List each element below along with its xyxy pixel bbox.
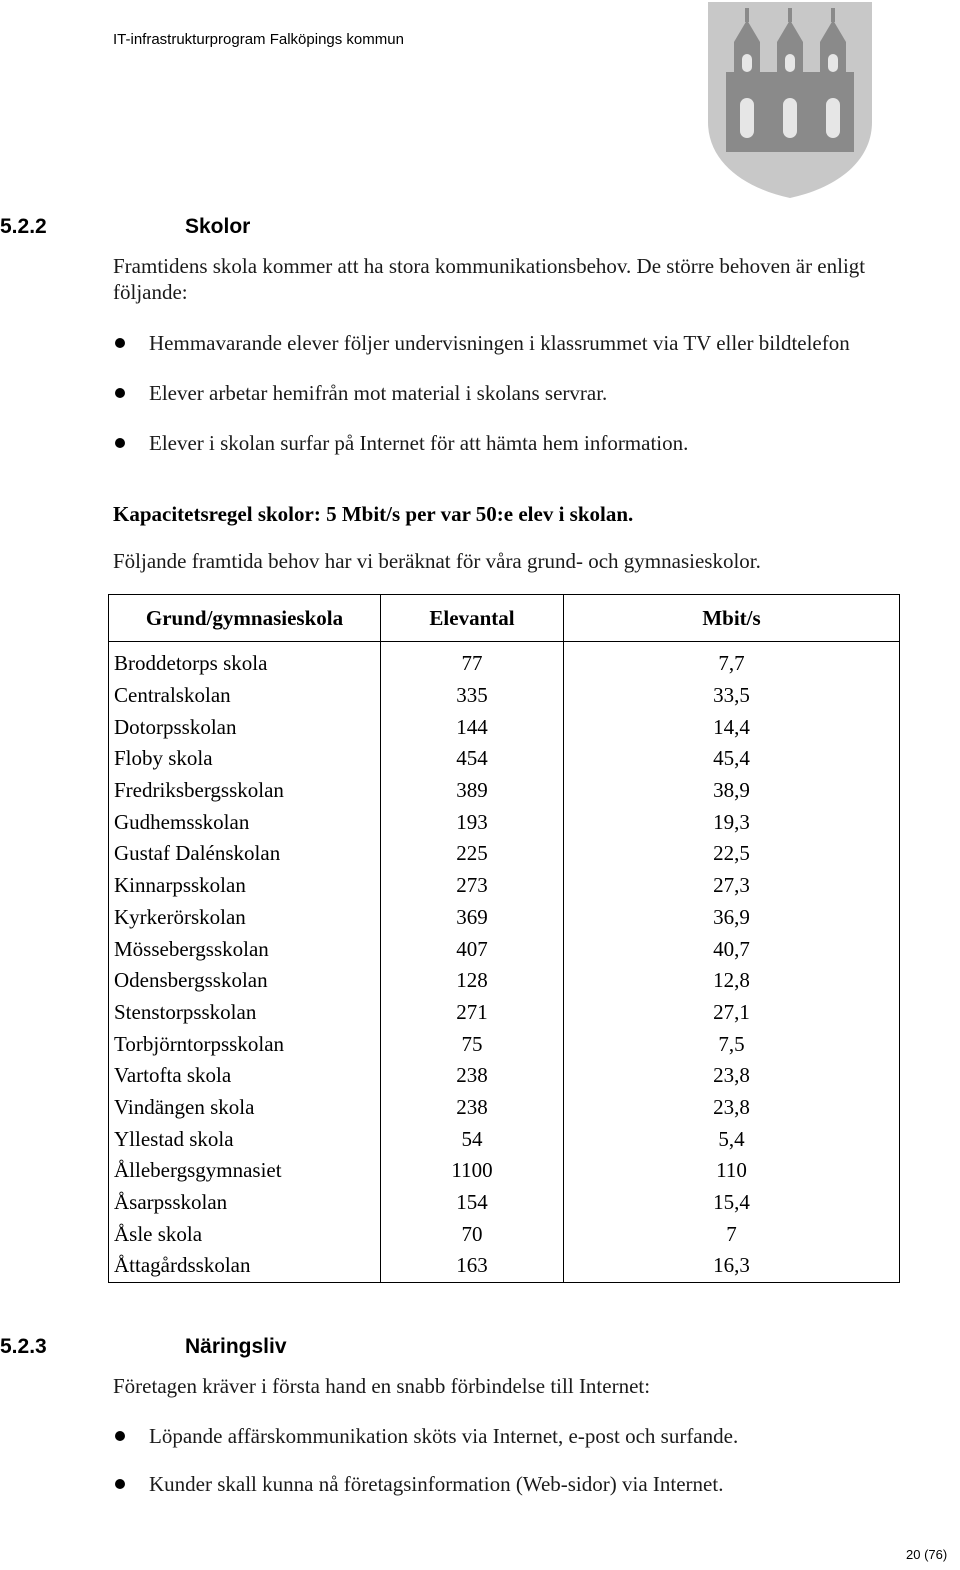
cell-students: 369	[381, 902, 564, 934]
cell-school: Vartofta skola	[109, 1060, 381, 1092]
cell-mbit: 33,5	[564, 680, 900, 712]
section-title: Näringsliv	[185, 1335, 287, 1358]
cell-school: Åsarpsskolan	[109, 1187, 381, 1219]
cell-mbit: 19,3	[564, 806, 900, 838]
cell-school: Åsle skola	[109, 1218, 381, 1250]
cell-students: 128	[381, 965, 564, 997]
table-row	[109, 1123, 900, 1155]
table-row	[109, 711, 900, 743]
cell-school: Gustaf Dalénskolan	[109, 838, 381, 870]
cell-students: 193	[381, 806, 564, 838]
table-row	[109, 1187, 900, 1219]
column-header-mbit: Mbit/s	[564, 595, 900, 642]
table-row	[109, 965, 900, 997]
page-number: 20 (76)	[906, 1547, 948, 1562]
coat-of-arms-icon	[706, 2, 874, 198]
cell-students: 389	[381, 775, 564, 807]
bullet-icon	[115, 1431, 125, 1441]
cell-mbit: 36,9	[564, 902, 900, 934]
capacity-rule: Kapacitetsregel skolor: 5 Mbit/s per var 50:e elev i skolan.	[113, 502, 634, 526]
cell-mbit: 45,4	[564, 743, 900, 775]
cell-students: 238	[381, 1060, 564, 1092]
cell-school: Vindängen skola	[109, 1092, 381, 1124]
skolor-needs-list	[113, 330, 893, 456]
table-row	[109, 1092, 900, 1124]
bullet-icon	[115, 1479, 125, 1489]
cell-students: 70	[381, 1218, 564, 1250]
cell-mbit: 16,3	[564, 1250, 900, 1282]
cell-school: Kinnarpsskolan	[109, 870, 381, 902]
table-body	[109, 642, 900, 1283]
cell-school: Gudhemsskolan	[109, 806, 381, 838]
list-item: Löpande affärskommunikation sköts via Internet, e-post och surfande.	[113, 1423, 893, 1449]
cell-students: 225	[381, 838, 564, 870]
table-row	[109, 1028, 900, 1060]
cell-students: 454	[381, 743, 564, 775]
table-row	[109, 997, 900, 1029]
section-title: Skolor	[185, 215, 251, 238]
cell-mbit: 27,3	[564, 870, 900, 902]
cell-mbit: 40,7	[564, 933, 900, 965]
cell-school: Mössebergsskolan	[109, 933, 381, 965]
cell-mbit: 5,4	[564, 1123, 900, 1155]
cell-school: Ållebergsgymnasiet	[109, 1155, 381, 1187]
cell-mbit: 15,4	[564, 1187, 900, 1219]
table-row	[109, 838, 900, 870]
cell-students: 77	[381, 648, 564, 680]
column-header-school: Grund/gymnasieskola	[109, 595, 381, 642]
table-row	[109, 743, 900, 775]
cell-school: Broddetorps skola	[109, 648, 381, 680]
cell-students: 335	[381, 680, 564, 712]
cell-mbit: 110	[564, 1155, 900, 1187]
bullet-icon	[115, 438, 125, 448]
cell-students: 271	[381, 997, 564, 1029]
cell-mbit: 12,8	[564, 965, 900, 997]
naringsliv-intro: Företagen kräver i första hand en snabb förbindelse till Internet:	[113, 1374, 651, 1398]
list-item: Elever arbetar hemifrån mot material i skolans servrar.	[113, 380, 893, 406]
cell-mbit: 22,5	[564, 838, 900, 870]
table-header-row	[109, 595, 900, 642]
list-item: Elever i skolan surfar på Internet för att hämta hem information.	[113, 430, 893, 456]
cell-mbit: 23,8	[564, 1060, 900, 1092]
naringsliv-needs-list	[113, 1423, 893, 1497]
cell-school: Fredriksbergsskolan	[109, 775, 381, 807]
cell-school: Floby skola	[109, 743, 381, 775]
schools-capacity-table	[108, 594, 900, 1283]
cell-school: Stenstorpsskolan	[109, 997, 381, 1029]
column-header-students: Elevantal	[381, 595, 564, 642]
table-row	[109, 1250, 900, 1282]
cell-mbit: 14,4	[564, 711, 900, 743]
document-header-title: IT-infrastrukturprogram Falköpings kommun	[113, 31, 404, 48]
cell-students: 273	[381, 870, 564, 902]
cell-students: 407	[381, 933, 564, 965]
cell-mbit: 7,5	[564, 1028, 900, 1060]
section-number: 5.2.3	[0, 1335, 47, 1358]
cell-students: 238	[381, 1092, 564, 1124]
list-item: Hemmavarande elever följer undervisningen i klassrummet via TV eller bildtelefon	[113, 330, 893, 356]
cell-school: Åttagårdsskolan	[109, 1250, 381, 1282]
section-number: 5.2.2	[0, 215, 47, 238]
cell-mbit: 23,8	[564, 1092, 900, 1124]
cell-mbit: 7	[564, 1218, 900, 1250]
bullet-icon	[115, 388, 125, 398]
cell-school: Centralskolan	[109, 680, 381, 712]
cell-students: 1100	[381, 1155, 564, 1187]
cell-school: Kyrkerörskolan	[109, 902, 381, 934]
table-intro: Följande framtida behov har vi beräknat för våra grund- och gymnasieskolor.	[113, 549, 761, 573]
cell-mbit: 27,1	[564, 997, 900, 1029]
cell-students: 75	[381, 1028, 564, 1060]
cell-students: 144	[381, 711, 564, 743]
cell-students: 163	[381, 1250, 564, 1282]
skolor-intro: Framtidens skola kommer att ha stora kommunikationsbehov. De större behoven är enligt följande:	[113, 254, 866, 304]
cell-school: Dotorpsskolan	[109, 711, 381, 743]
cell-mbit: 38,9	[564, 775, 900, 807]
cell-students: 154	[381, 1187, 564, 1219]
table-row	[109, 933, 900, 965]
table-row	[109, 1060, 900, 1092]
cell-school: Yllestad skola	[109, 1123, 381, 1155]
table-row	[109, 648, 900, 680]
table-row	[109, 902, 900, 934]
list-item: Kunder skall kunna nå företagsinformation (Web-sidor) via Internet.	[113, 1471, 893, 1497]
table-row	[109, 1218, 900, 1250]
table-row	[109, 1155, 900, 1187]
table-row	[109, 870, 900, 902]
table-row	[109, 775, 900, 807]
cell-students: 54	[381, 1123, 564, 1155]
table-row	[109, 806, 900, 838]
table-row	[109, 680, 900, 712]
cell-mbit: 7,7	[564, 648, 900, 680]
cell-school: Odensbergsskolan	[109, 965, 381, 997]
cell-school: Torbjörntorpsskolan	[109, 1028, 381, 1060]
bullet-icon	[115, 338, 125, 348]
